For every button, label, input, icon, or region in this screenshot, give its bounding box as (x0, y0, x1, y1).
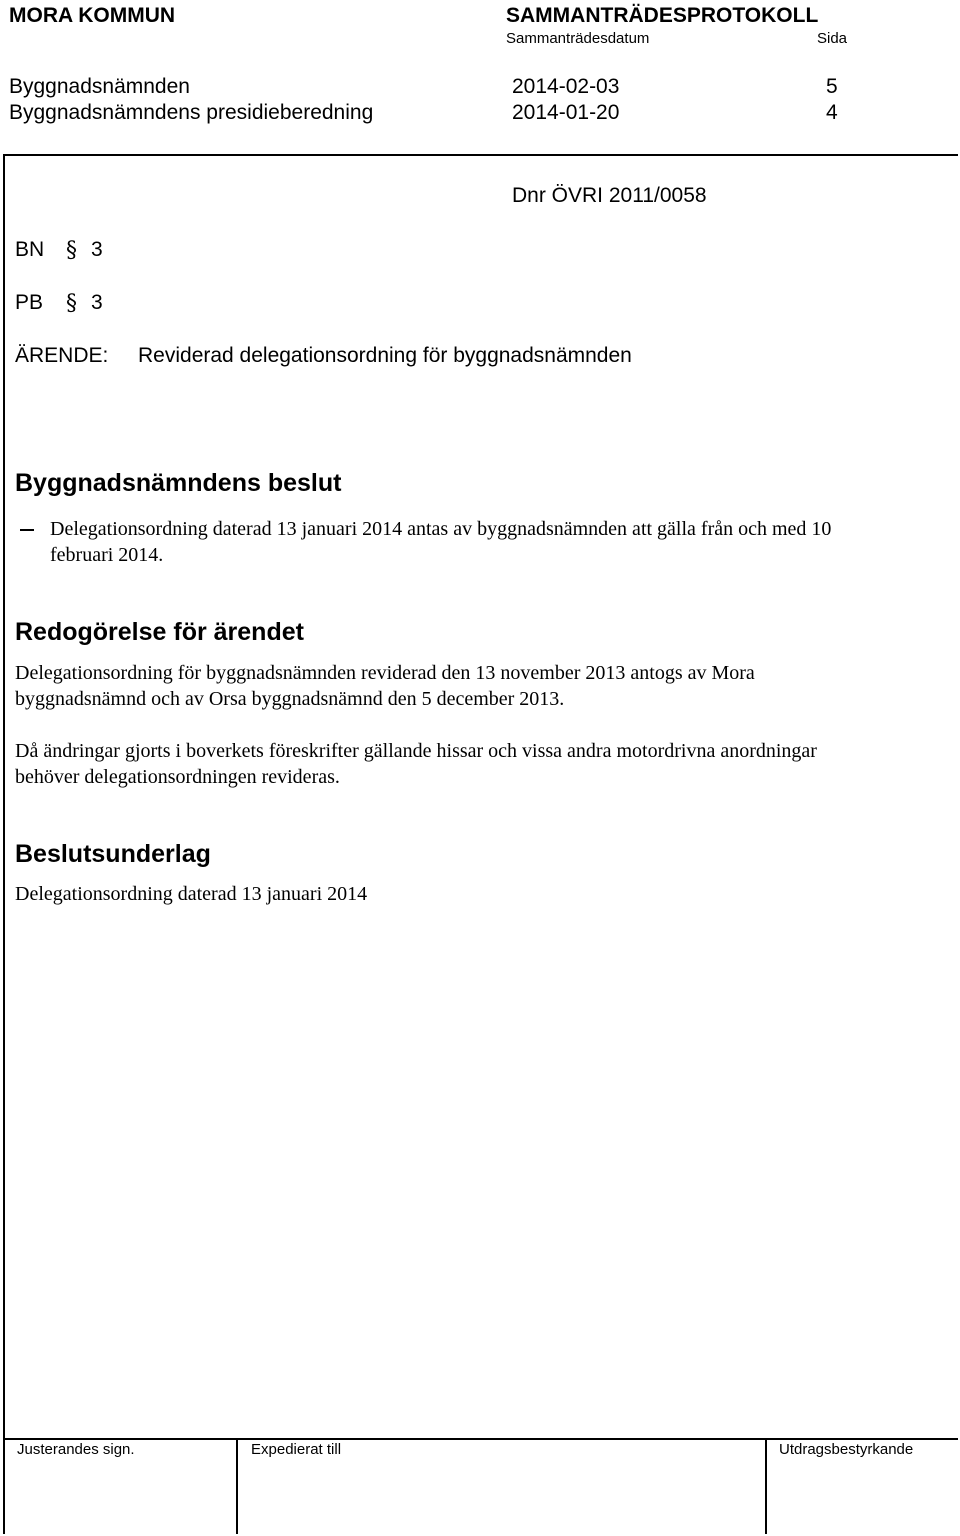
report-paragraph-line: behöver delegationsordningen revideras. (15, 766, 340, 788)
report-heading: Redogörelse för ärendet (15, 618, 304, 646)
frame-left-border (3, 154, 5, 1534)
footer-divider (236, 1438, 238, 1534)
document-type: SAMMANTRÄDESPROTOKOLL (506, 4, 819, 27)
meeting-date: 2014-02-03 (512, 75, 620, 98)
meeting-page: 5 (826, 75, 838, 98)
organization-name: MORA KOMMUN (9, 4, 176, 27)
subject-label: ÄRENDE: (15, 344, 109, 367)
page-label: Sida (817, 30, 848, 47)
footer-top-border (3, 1438, 958, 1440)
report-paragraph-line: byggnadsnämnd och av Orsa byggnadsnämnd den 5 december 2013. (15, 688, 565, 710)
paragraph-number: 3 (91, 291, 103, 314)
paragraph-number: 3 (91, 238, 103, 261)
footer-divider (765, 1438, 767, 1534)
meeting-date-label: Sammanträdesdatum (506, 30, 650, 47)
footer-certified-label: Utdragsbestyrkande (779, 1441, 914, 1458)
list-dash (20, 529, 34, 531)
meeting-date: 2014-01-20 (512, 101, 620, 124)
report-paragraph-line: Delegationsordning för byggnadsnämnden reviderad den 13 november 2013 antogs av Mora (15, 662, 755, 684)
subject-text: Reviderad delegationsordning för byggnadsnämnden (138, 344, 632, 367)
basis-text: Delegationsordning daterad 13 januari 2014 (15, 883, 368, 905)
decision-item-line: februari 2014. (50, 544, 164, 566)
footer-sign-label: Justerandes sign. (17, 1441, 135, 1458)
paragraph-body: BN (15, 238, 45, 261)
meeting-name: Byggnadsnämndens presidieberedning (9, 101, 374, 124)
section-sign: § (66, 238, 77, 263)
case-number: Dnr ÖVRI 2011/0058 (512, 184, 707, 207)
section-sign: § (66, 291, 77, 316)
paragraph-body: PB (15, 291, 44, 314)
footer-sent-label: Expedierat till (251, 1441, 342, 1458)
decision-item-line: Delegationsordning daterad 13 januari 2014 antas av byggnadsnämnden att gälla från och med 10 (50, 518, 832, 540)
meeting-page: 4 (826, 101, 838, 124)
frame-top-border (3, 154, 958, 156)
decision-heading: Byggnadsnämndens beslut (15, 469, 342, 497)
basis-heading: Beslutsunderlag (15, 840, 211, 868)
meeting-name: Byggnadsnämnden (9, 75, 190, 98)
report-paragraph-line: Då ändringar gjorts i boverkets föreskrifter gällande hissar och vissa andra motordrivna anordningar (15, 740, 817, 762)
